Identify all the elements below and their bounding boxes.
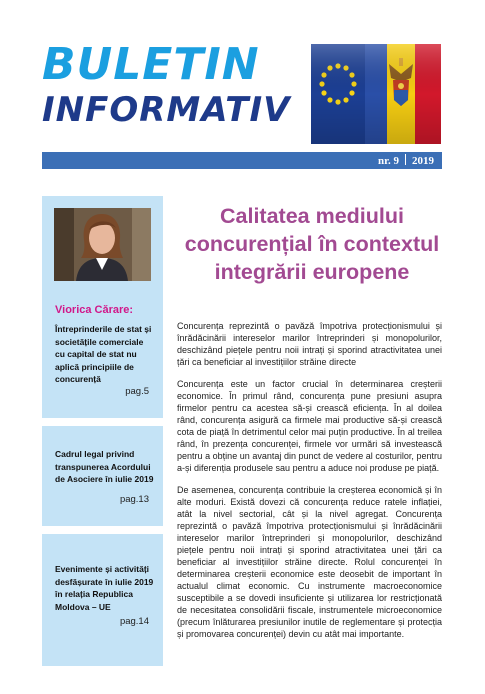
sidebar bbox=[42, 196, 163, 666]
eu-moldova-flag-image bbox=[311, 44, 441, 144]
author-name: Viorica Cărare: bbox=[55, 304, 134, 316]
portrait-illustration bbox=[54, 208, 151, 281]
article-paragraph: Concurența este un factor crucial în determinarea creșterii economice. În primul rând, concurența pune presiuni asupra firmelor pentru ca acestea să-și crească eficiența. În al doilea rând, concurența asigură ca firmele mai productive să-și crească cota de piață în detrimentul celor mai puțin productive. În al treilea rând, în prezența concurenței, firmele vor urmări să investească pentru a obține un avantaj din punct de vedere al costurilor, pentru a-și diferenția produsele sau pentru a aduce noi produse pe piață. bbox=[177, 379, 442, 473]
issue-info bbox=[378, 154, 434, 167]
issue-year: 2019 bbox=[412, 155, 434, 167]
sidebar-item-page: pag.13 bbox=[119, 494, 149, 505]
sidebar-item-headline: Evenimente și activități desfășurate în iulie 2019 în relația Republica Moldova – UE bbox=[55, 564, 154, 612]
masthead-title-line1: BULETIN bbox=[42, 39, 260, 90]
article-title: Calitatea mediului concurențial în contextul integrării europene bbox=[184, 204, 440, 284]
author-photo bbox=[54, 208, 151, 281]
sidebar-divider bbox=[42, 526, 163, 534]
sidebar-item-headline: Cadrul legal privind transpunerea Acordului de Asociere în iulie 2019 bbox=[55, 449, 154, 484]
masthead-title-line2: INFORMATIV bbox=[42, 90, 291, 130]
article-body bbox=[177, 320, 442, 650]
masthead bbox=[42, 39, 291, 130]
sidebar-item-page: pag.5 bbox=[125, 386, 149, 397]
issue-banner bbox=[42, 152, 442, 169]
sidebar-divider bbox=[42, 418, 163, 426]
issue-separator bbox=[405, 154, 406, 165]
flag-illustration bbox=[311, 44, 441, 144]
sidebar-item-page: pag.14 bbox=[119, 616, 149, 627]
article-paragraph: Concurența reprezintă o pavăză împotriva protecționismului și înrădăcinării intereselor marilor întreprinderi și monopolurilor, deschizând piețele pentru noii intrați și sporind atractivitatea unei țări ca beneficiar al investițiilor străine directe bbox=[177, 321, 442, 367]
issue-number: nr. 9 bbox=[378, 155, 399, 167]
article-paragraph: De asemenea, concurența contribuie la creșterea economică și în alte moduri. Există dovezi că concurența reduce ratele inflației, atât la nivel sectorial, cât și la nivel agregat. Concurența reprezintă o pavăză împotriva protecționismului și înrădăcinării intereselor marilor întreprinderi și monopolurilor, deschizând piețele pentru noii intrați și sporind atractivitatea unei țări ca beneficiar al investițiilor străine directe. Rolul concurenței în determinarea creșterii economice este deosebit de important în actualul climat economic. Cu instrumente macroeconomice susceptibile a se dovedi insuficiente și utilizarea lor restricționată de necesitatea consolidării fiscale, instrumentele microeconomice (precum înlăturarea presiunilor inutile de reglementare și protecția și promovarea concurenței) devin cu atât mai importante. bbox=[177, 485, 442, 639]
sidebar-item-headline: Întreprinderile de stat și societățile comerciale cu capital de stat nu aplică principiile de concurență bbox=[55, 324, 152, 384]
